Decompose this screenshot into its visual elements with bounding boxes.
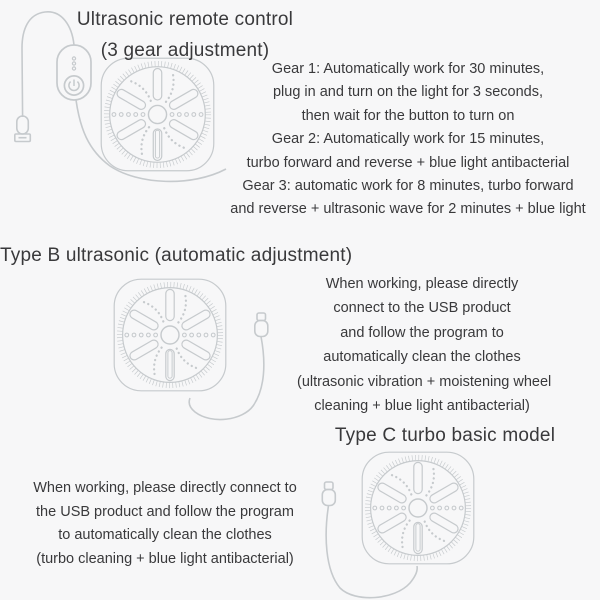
usb-plug-icon	[15, 116, 30, 142]
usb-cable-line	[76, 100, 226, 181]
washing-disc-illustration	[114, 279, 226, 391]
title-line: (3 gear adjustment)	[100, 40, 270, 61]
section-b-title	[0, 240, 353, 271]
description-line: automatically clean the clothes	[323, 349, 521, 366]
usb-cable-line	[189, 337, 264, 420]
section-a-title	[55, 4, 315, 66]
title-line: Ultrasonic remote control	[76, 9, 294, 30]
description-line: Gear 2: Automatically work for 15 minutes,	[271, 131, 545, 148]
description-line: When working, please directly	[325, 276, 519, 292]
description-line: Gear 1: Automatically work for 30 minutes,	[271, 61, 545, 77]
description-line: turbo forward and reverse + blue light antibacterial	[246, 154, 570, 171]
description-line: cleaning + blue light antibacterial)	[314, 398, 530, 415]
description-line: (ultrasonic vibration + moistening wheel	[297, 373, 552, 390]
device-c-illustration	[310, 440, 490, 600]
usb-plug-icon	[255, 313, 268, 337]
description-line: When working, please directly connect to	[33, 480, 297, 496]
description-line: and follow the program to	[340, 324, 504, 341]
description-line: the USB product and follow the program	[36, 503, 294, 520]
description-line: Gear 3: automatic work for 8 minutes, turbo forward	[242, 178, 574, 195]
washing-disc-illustration	[362, 452, 474, 564]
power-button-icon	[64, 76, 83, 95]
usb-plug-icon	[322, 482, 335, 506]
section-b-description	[297, 272, 552, 418]
title-line: Type B ultrasonic (automatic adjustment)	[0, 245, 353, 266]
section-a-description	[228, 58, 588, 222]
description-line: to automatically clean the clothes	[58, 527, 272, 544]
device-b-illustration	[100, 265, 280, 435]
section-c-title	[325, 420, 565, 451]
section-c-description	[25, 477, 305, 571]
washing-disc-illustration	[101, 58, 214, 171]
description-line: (turbo cleaning + blue light antibacterial)	[36, 550, 294, 567]
description-line: connect to the USB product	[333, 300, 511, 317]
description-line: then wait for the button to turn on	[301, 107, 515, 124]
title-line: Type C turbo basic model	[334, 425, 556, 446]
description-line: plug in and turn on the light for 3 seconds,	[272, 84, 544, 101]
description-line: and reverse + ultrasonic wave for 2 minutes + blue light	[230, 201, 586, 218]
